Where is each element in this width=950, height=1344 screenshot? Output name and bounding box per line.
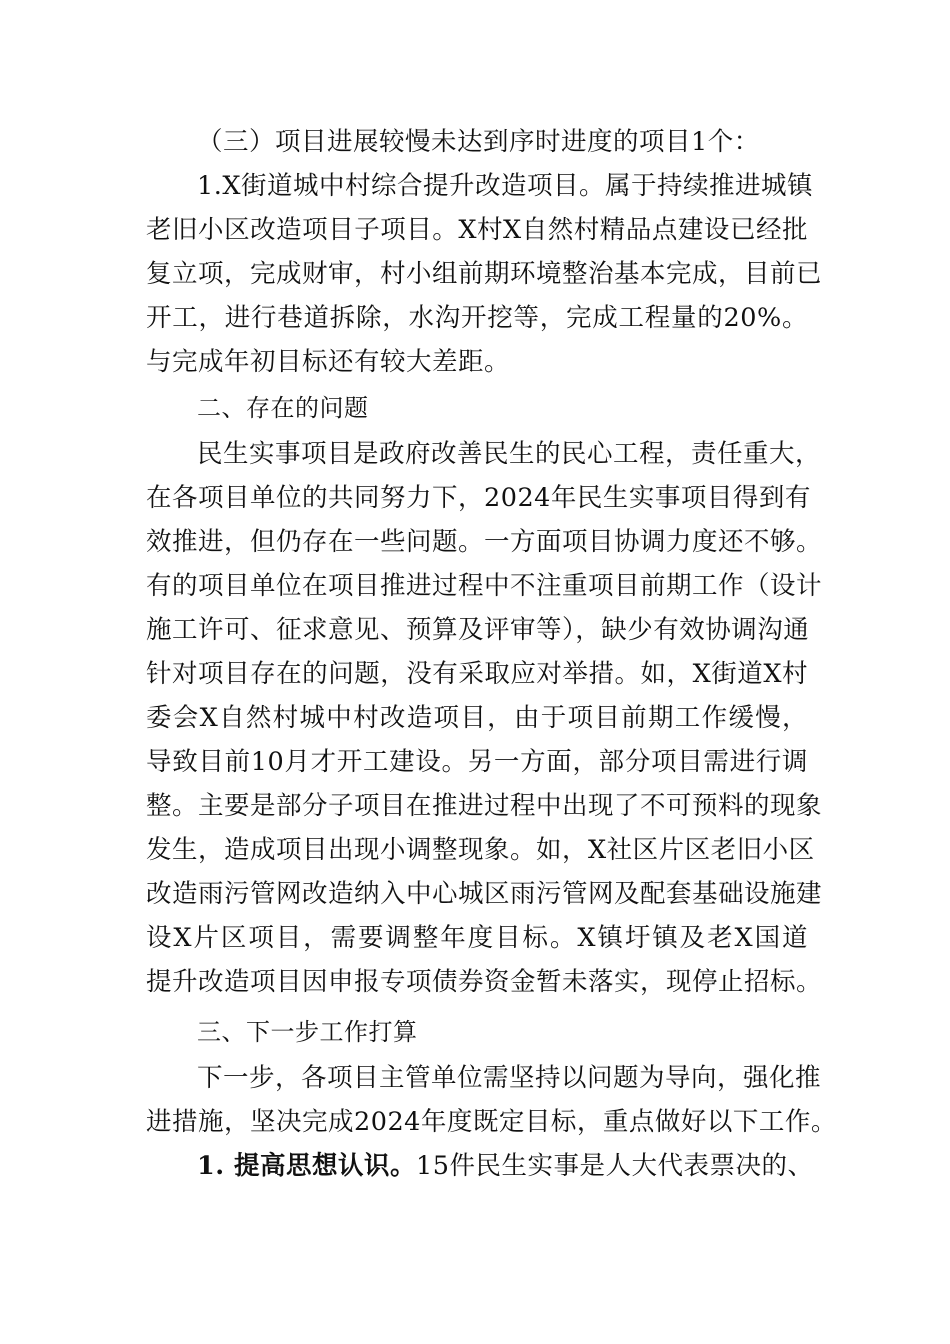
- point-heading: 1. 提高思想认识。: [197, 1151, 416, 1181]
- paragraph-line: 下一步，各项目主管单位需坚持以问题为导向，强化推: [197, 1063, 822, 1093]
- paragraph-line: 针对项目存在的问题，没有采取应对举措。如，X街道X村: [146, 659, 808, 689]
- paragraph-line: 复立项，完成财审，村小组前期环境整治基本完成，目前已: [146, 259, 823, 289]
- paragraph-line: 设X片区项目，需要调整年度目标。X镇圩镇及老X国道: [146, 923, 808, 953]
- paragraph-line: 民生实事项目是政府改善民生的民心工程，责任重大，: [197, 439, 822, 469]
- point-text: 15件民生实事是人大代表票决的、: [416, 1151, 814, 1181]
- paragraph-line: 进措施，坚决完成2024年度既定目标，重点做好以下工作。: [146, 1107, 837, 1137]
- subsection-heading: （三）项目进展较慢未达到序时进度的项目1个：: [197, 127, 760, 157]
- paragraph-line: 发生，造成项目出现小调整现象。如，X社区片区老旧小区: [146, 835, 815, 865]
- paragraph-line: 有的项目单位在项目推进过程中不注重项目前期工作（设计: [146, 571, 823, 601]
- paragraph-line: 与完成年初目标还有较大差距。: [146, 347, 511, 377]
- paragraph-line: 1.X街道城中村综合提升改造项目。属于持续推进城镇: [197, 171, 813, 201]
- paragraph-line: 改造雨污管网改造纳入中心城区雨污管网及配套基础设施建: [146, 879, 823, 909]
- paragraph-line: 提升改造项目因申报专项债券资金暂未落实，现停止招标。: [146, 967, 823, 997]
- paragraph-line: 效推进，但仍存在一些问题。一方面项目协调力度还不够。: [146, 527, 823, 557]
- section-heading: 三、下一步工作打算: [197, 1018, 418, 1046]
- section-heading: 二、存在的问题: [197, 394, 369, 422]
- paragraph-line: 施工许可、征求意见、预算及评审等），缺少有效协调沟通: [146, 615, 810, 645]
- paragraph-line: 老旧小区改造项目子项目。X村X自然村精品点建设已经批: [146, 215, 808, 245]
- paragraph-line: 在各项目单位的共同努力下，2024年民生实事项目得到有: [146, 483, 811, 513]
- paragraph-line: 导致目前10月才开工建设。另一方面，部分项目需进行调: [146, 747, 808, 777]
- paragraph-line: 整。主要是部分子项目在推进过程中出现了不可预料的现象: [146, 791, 823, 821]
- paragraph-line: 委会X自然村城中村改造项目，由于项目前期工作缓慢，: [146, 703, 808, 733]
- paragraph-line: [197, 1144, 814, 1188]
- paragraph-line: 开工，进行巷道拆除，水沟开挖等，完成工程量的20%。: [146, 303, 808, 333]
